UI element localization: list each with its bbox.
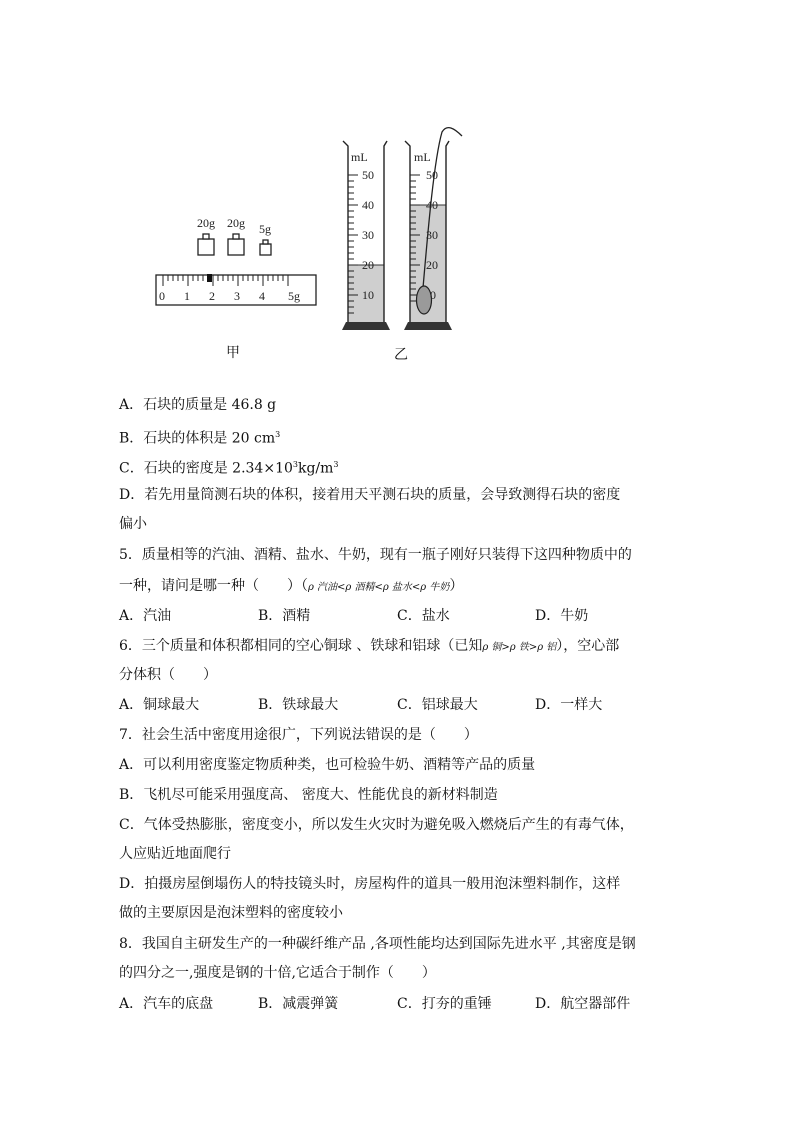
cylinder-1-tick-30: 30	[362, 228, 374, 242]
balance-and-cylinders-diagram	[150, 120, 480, 370]
cylinder-1-tick-10: 10	[362, 288, 374, 302]
weight-label-2: 20g	[227, 216, 245, 230]
caption-right: 乙	[394, 347, 408, 363]
cylinder-2-tick-20: 20	[426, 258, 438, 272]
scale-label-0: 0	[159, 289, 165, 303]
cylinder-2-tick-50: 50	[426, 168, 438, 182]
q8-options	[119, 994, 679, 1014]
q6-option-d: D．一样大	[535, 697, 603, 713]
q5-option-c: C．盐水	[397, 608, 450, 624]
q6-stem-cont: 分体积（ ）	[119, 667, 217, 683]
q6-density-order: ρ 铜>ρ 铁>ρ 铝	[482, 642, 557, 653]
caption-left: 甲	[226, 345, 240, 361]
weight-label-3: 5g	[259, 222, 271, 236]
rider-marker	[207, 274, 212, 282]
cylinder-1-tick-20: 20	[362, 258, 374, 272]
q8-option-a: A．汽车的底盘	[119, 996, 214, 1012]
q7-option-b: B．飞机尽可能采用强度高、 密度大、性能优良的新材料制造	[119, 787, 498, 803]
scale-label-3: 3	[234, 289, 240, 303]
weight-label-1: 20g	[197, 216, 215, 230]
q5-density-order: ρ 汽油<ρ 酒精<ρ 盐水<ρ 牛奶	[308, 582, 450, 593]
weight-5g	[260, 240, 271, 255]
q6-option-b: B．铁球最大	[258, 697, 339, 713]
q5-option-d: D．牛奶	[535, 608, 589, 624]
scale-label-1: 1	[184, 289, 190, 303]
cylinder-2-tick-40: 40	[426, 198, 438, 212]
q8-stem-cont: 的四分之一,强度是钢的十倍,它适合于制作（ ）	[119, 965, 436, 981]
q4-option-d: D．若先用量筒测石块的体积，接着用天平测石块的质量，会导致测得石块的密度	[119, 487, 621, 503]
q8-stem: 8．我国自主研发生产的一种碳纤维产品 ,各项性能均达到国际先进水平 ,其密度是钢	[119, 936, 636, 952]
experiment-figure	[150, 120, 480, 370]
cylinder-1-unit: mL	[351, 150, 368, 164]
q7-option-c: C．气体受热膨胀，密度变小，所以发生火灾时为避免吸入燃烧后产生的有毒气体，	[119, 817, 634, 833]
q5-option-b: B．酒精	[258, 608, 311, 624]
q4-option-a: A．石块的质量是 46.8 g	[119, 397, 277, 413]
scale-label-5: 5g	[288, 289, 300, 303]
q4-option-b: B．石块的体积是 20 $cm^3$	[119, 430, 281, 447]
q7-option-a: A．可以利用密度鉴定物质种类，也可检验牛奶、酒精等产品的质量	[119, 757, 536, 773]
q6-stem: 6．三个质量和体积都相同的空心铜球 、铁球和铝球（已知ρ 铜>ρ 铁>ρ 铝），空心部	[119, 638, 620, 654]
cylinder-2-tick-30: 30	[426, 228, 438, 242]
q7-stem: 7．社会生活中密度用途很广，下列说法错误的是（ ）	[119, 727, 478, 743]
q8-option-b: B．减震弹簧	[258, 996, 339, 1012]
q4-option-c: C．石块的密度是 $2.34\times 10^3kg/m^3$	[119, 460, 339, 477]
q8-option-c: C．打夯的重锤	[397, 996, 492, 1012]
weight-20g-2	[228, 234, 244, 255]
q5-option-a: A．汽油	[119, 608, 172, 624]
cylinder-2-unit: mL	[414, 150, 431, 164]
cylinder-1-tick-40: 40	[362, 198, 374, 212]
q6-option-c: C．铝球最大	[397, 697, 478, 713]
q4-option-d-cont: 偏小	[119, 516, 147, 532]
q7-option-d: D．拍摄房屋倒塌伤人的特技镜头时，房屋构件的道具一般用泡沫塑料制作，这样	[119, 876, 621, 892]
q6-option-a: A．铜球最大	[119, 697, 200, 713]
cylinder-2-tick-0: 0	[430, 288, 436, 302]
q7-option-c-cont: 人应贴近地面爬行	[119, 846, 231, 862]
q8-option-d: D．航空器部件	[535, 996, 631, 1012]
q6-options	[119, 695, 679, 715]
q7-option-d-cont: 做的主要原因是泡沫塑料的密度较小	[119, 905, 343, 921]
weight-20g-1	[198, 234, 214, 255]
cylinder-1-tick-50: 50	[362, 168, 374, 182]
q5-stem: 5．质量相等的汽油、酒精、盐水、牛奶，现有一瓶子刚好只装得下这四种物质中的	[119, 547, 632, 563]
scale-label-4: 4	[259, 289, 265, 303]
scale-label-2: 2	[209, 289, 215, 303]
q5-options	[119, 606, 679, 626]
q5-stem-cont: 一种，请问是哪一种（ ）（ρ 汽油<ρ 酒精<ρ 盐水<ρ 牛奶）	[119, 578, 464, 594]
